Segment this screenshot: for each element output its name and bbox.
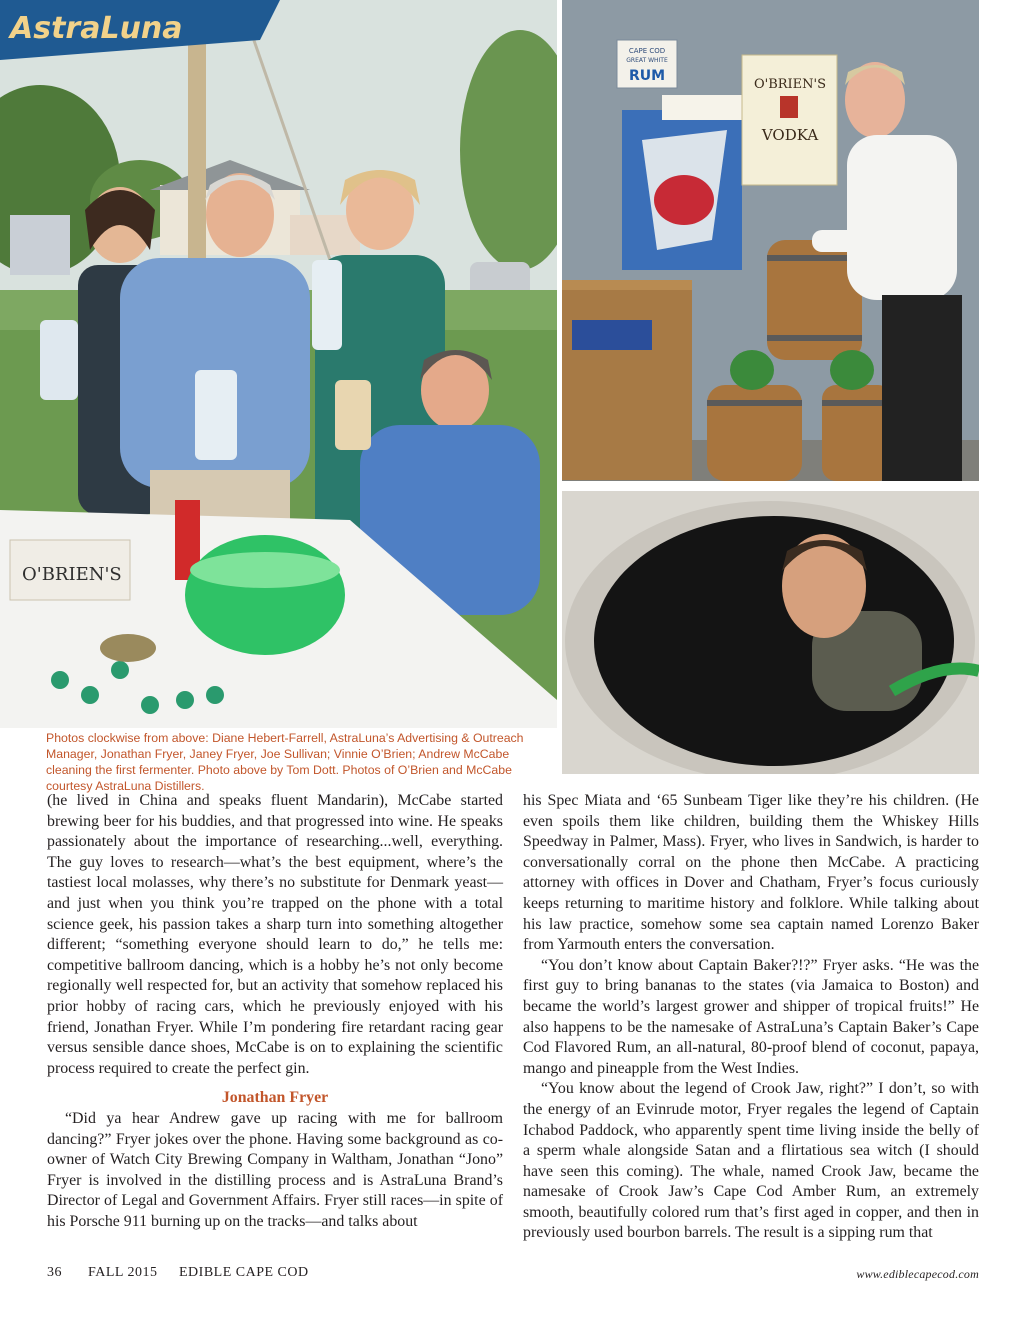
paragraph: “Did ya hear Andrew gave up racing with me for ballroom dancing?” Fryer jokes over the phone. Having some background as co-owner of Watch City Brewing Company in Waltham, Jonathan “Jono” Fryer is involved in the distilling process and is AstraLuna Brand’s Director of Legal and Government Affairs. Fryer still races—in spite of his Porsche 911 burning up on the tracks—and talks about	[47, 1109, 503, 1230]
banner-text: AstraLuna	[10, 11, 183, 46]
mccabe-photo	[562, 491, 979, 774]
article-column-right	[523, 791, 979, 1244]
vodka-sign-main: VODKA	[761, 126, 819, 144]
rum-sign-main: RUM	[628, 68, 666, 84]
obrien-photo	[562, 0, 979, 481]
page-number: 36	[47, 1265, 62, 1280]
page-footer	[47, 1265, 979, 1285]
issue-label: FALL 2015	[88, 1265, 158, 1280]
paragraph: (he lived in China and speaks fluent Mandarin), McCabe started brewing beer for his buddies, and that progressed into wine. He speaks passionately about the importance of researching...well, everything. The guy loves to research—what’s the best equipment, where’s the tastiest local molasses, why there’s no substitute for Denmark yeast—and just when you think you’re trapped on the phone with a total science geek, his passion takes a sharp turn into something altogether different; “something everyone should learn to do,” he tells me: competitive ballroom dancing, which is a hobby he’s not only become regionally well respected for, but an activity that somehow replaced his prior hobby of racing cars, which he previously enjoyed with his friend, Jonathan Fryer. While I’m pondering fire retardant racing gear versus sensible dance shoes, McCabe is on to explaining the scientific process required to create the perfect gin.	[47, 792, 503, 1077]
vodka-sign-top: O'BRIEN'S	[753, 77, 827, 92]
paragraph: “You don’t know about Captain Baker?!?” Fryer asks. “He was the first guy to bring bananas to the states (via Jamaica to Boston) and became the world’s largest grower and shipper of tropical fruits!” He also happens to be the namesake of AstraLuna’s Captain Baker’s Cape Cod Flavored Rum, an all-natural, 80-proof blend of coconut, papaya, mango and pineapple from the West Indies.	[523, 956, 979, 1077]
rum-sign-top: CAPE COD	[628, 47, 666, 55]
magazine-name: EDIBLE CAPE COD	[179, 1265, 309, 1280]
paragraph: “You know about the legend of Crook Jaw, right?” I don’t, so with the energy of an Evinrude motor, Fryer regales the legend of Captain Ichabod Paddock, who apparently spent time living inside the belly of a sperm whale alongside Satan and a flirtatious sea witch (I should have seen this coming). The whale, named Crook Jaw, became the namesake of Crook Jaw’s Cape Cod Amber Rum, an extremely smooth, beautifully colored rum that’s first aged in copper, and then in previously used bourbon barrels. The result is a sipping rum that	[523, 1080, 979, 1242]
mccabe-photo-illustration	[562, 491, 979, 774]
obrien-photo-illustration	[562, 0, 979, 481]
article-column-left	[47, 791, 503, 1232]
event-photo	[0, 0, 557, 728]
table-sign-text: O'BRIEN'S	[22, 564, 122, 585]
rum-sign-mid: GREAT WHITE	[626, 57, 668, 64]
paragraph: his Spec Miata and ‘65 Sunbeam Tiger like they’re his children. (He even spoils them like children, building them the Whiskey Hills Speedway in Palmer, Mass). Fryer, who lives in Sandwich, is harder to conversationally corral on the phone then McCabe. A practicing attorney with offices in Dover and Chatham, Fryer’s focus curiously keeps returning to maritime history and folklore. While talking about his law practice, somehow some sea captain named Lorenzo Baker from Yarmouth enters the conversation.	[523, 792, 979, 954]
section-heading: Jonathan Fryer	[221, 1089, 329, 1107]
event-photo-illustration	[0, 0, 557, 728]
website-url: www.ediblecapecod.com	[856, 1267, 979, 1281]
photo-caption: Photos clockwise from above: Diane Hebert-Farrell, AstraLuna’s Advertising & Outreach Manager, Jonathan Fryer, Janey Fryer, Joe Sullivan; Vinnie O’Brien; Andrew McCabe cleaning the first fermenter. Photo above by Tom Dott. Photos of O’Brien and McCabe courtesy AstraLuna Distillers.	[46, 731, 524, 793]
